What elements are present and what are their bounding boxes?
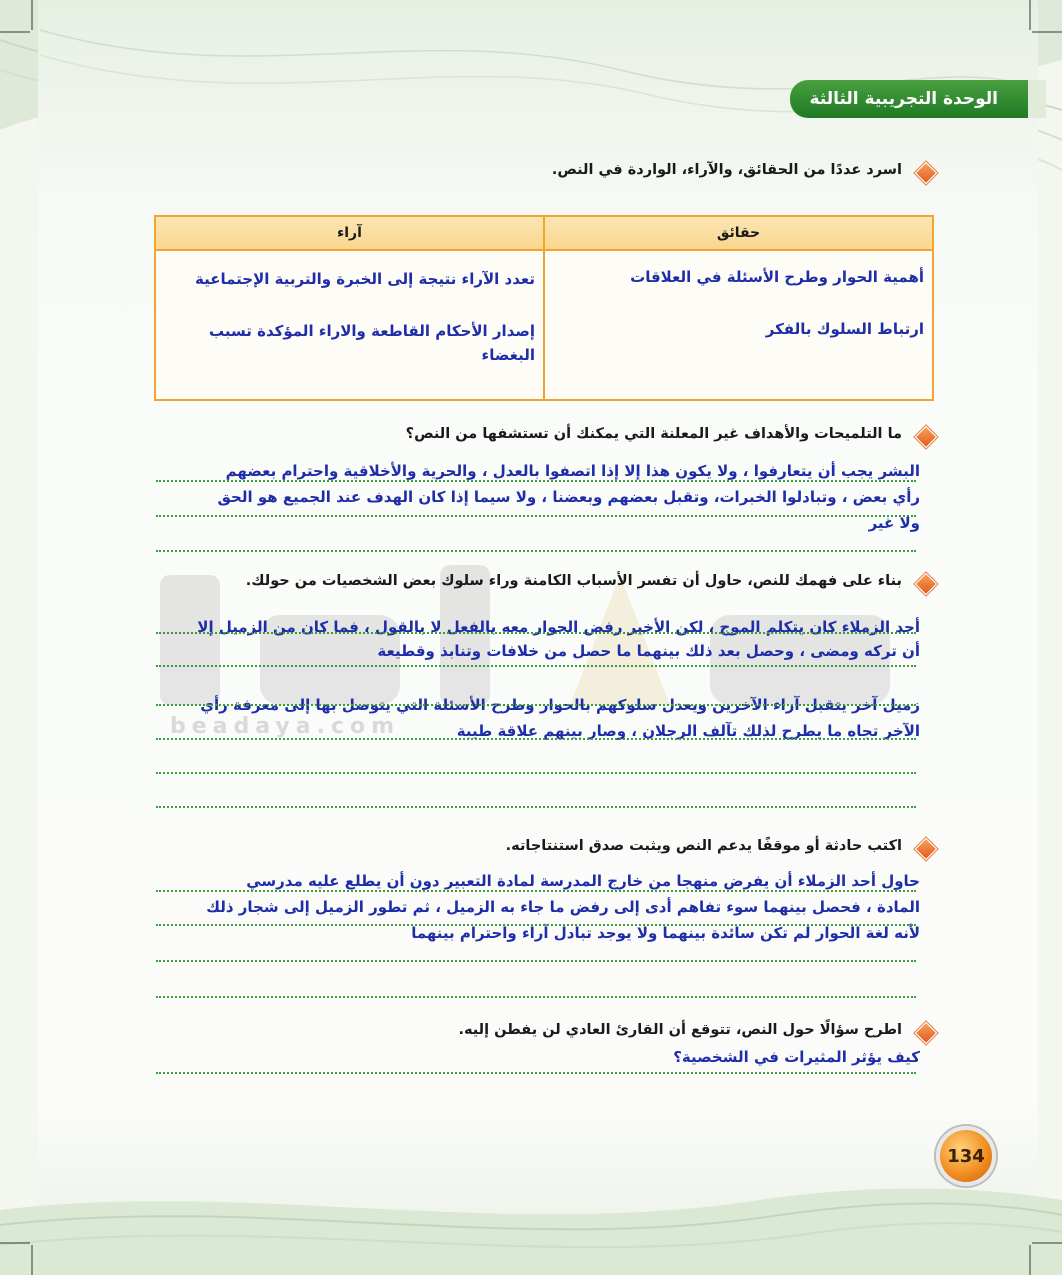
question-4-answer-line[interactable]: حاول أحد الزملاء أن يفرض منهجا من خارج المدرسة لمادة التعبير دون أن يطلع عليه مدرسي — [246, 872, 920, 890]
question-2-prompt: ما التلميحات والأهداف غير المعلنة التي يمكنك أن تستشفها من النص؟ — [405, 426, 902, 442]
answer-dotted-line — [156, 704, 916, 706]
answer-dotted-line — [156, 806, 916, 808]
answer-dotted-line — [156, 665, 916, 667]
unit-title: الوحدة التجريبية الثالثة — [809, 89, 998, 109]
watermark-url: beadaya.com — [170, 714, 401, 739]
facts-column-header: حقائق — [544, 216, 933, 250]
facts-cell[interactable] — [544, 250, 933, 400]
unit-header-tab — [790, 80, 1046, 118]
answer-dotted-line — [156, 480, 916, 482]
answer-dotted-line — [156, 996, 916, 998]
question-3-answer-line[interactable]: أحد الزملاء كان يتكلم الموج ، لكن الأخير رفض الحوار معه بالفعل لا بالقول ، فما كان من الزميل إلا — [197, 618, 920, 636]
answer-dotted-line — [156, 550, 916, 552]
opinions-column-header: آراء — [155, 216, 544, 250]
answer-dotted-line — [156, 772, 916, 774]
opinion-item: تعدد الآراء نتيجة إلى الخبرة والتربية الإجتماعية — [195, 270, 535, 288]
question-2-answer-line[interactable]: البشر يجب أن يتعارفوا ، ولا يكون هذا إلا إذا اتصفوا بالعدل ، والحرية والأخلاقية واحترام بعضهم — [225, 462, 920, 480]
answer-dotted-line — [156, 960, 916, 962]
answer-dotted-line — [156, 924, 916, 926]
page-number: 134 — [947, 1145, 985, 1167]
fact-item: ارتباط السلوك بالفكر — [765, 320, 924, 338]
answer-dotted-line — [156, 515, 916, 517]
facts-opinions-table — [154, 215, 934, 401]
question-3-answer-line[interactable]: الآخر تجاه ما يطرح لذلك تآلف الرجلان ، وصار بينهم علاقة طيبة — [456, 722, 920, 740]
question-5-answer[interactable]: كيف يؤثر المثيرات في الشخصية؟ — [673, 1048, 920, 1066]
fact-item: أهمية الحوار وطرح الأسئلة في العلاقات — [630, 268, 924, 286]
crop-mark-icon — [0, 0, 40, 40]
question-1-prompt: اسرد عددًا من الحقائق، والآراء، الواردة في النص. — [551, 162, 902, 178]
question-5-prompt: اطرح سؤالًا حول النص، تتوقع أن القارئ العادي لن يفطن إليه. — [458, 1022, 902, 1038]
opinion-item: البغضاء — [481, 346, 535, 364]
crop-mark-icon — [1022, 0, 1062, 40]
question-2-answer-line[interactable]: رأي بعض ، وتبادلوا الخبرات، وتقبل بعضهم وبعضنا ، ولا سيما إذا كان الهدف عند الجميع هو الحق — [217, 488, 920, 506]
answer-dotted-line — [156, 738, 916, 740]
question-3-answer-line[interactable]: أن تركه ومضى ، وحصل بعد ذلك بينهما ما حصل من خلافات وتنابذ وقطيعة — [377, 642, 920, 660]
answer-dotted-line — [156, 632, 916, 634]
question-3-prompt: بناء على فهمك للنص، حاول أن تفسر الأسباب الكامنة وراء سلوك بعض الشخصيات من حولك. — [245, 573, 902, 589]
crop-mark-icon — [0, 1235, 40, 1275]
opinions-cell[interactable] — [155, 250, 544, 400]
question-2-answer-line[interactable]: ولا غير — [868, 514, 920, 532]
bottom-wave-decoration — [0, 1170, 1062, 1275]
question-4-answer-line[interactable]: المادة ، فحصل بينهما سوء تفاهم أدى إلى رفض ما جاء به الزميل ، ثم تطور الزميل إلى شجار ذلك — [206, 898, 920, 916]
crop-mark-icon — [1022, 1235, 1062, 1275]
opinion-item: إصدار الأحكام القاطعة والاراء المؤكدة تسبب — [208, 322, 535, 340]
question-3-answer-line[interactable]: زميل آخر يتقبل آراء الآخرين ويعدل سلوكهم بالحوار وطرح الأسئلة التي يتوصل بها إلى معرفة رأي — [200, 696, 920, 714]
question-4-prompt: اكتب حادثة أو موقفًا يدعم النص ويثبت صدق استنتاجاته. — [505, 838, 902, 854]
question-4-answer-line[interactable]: لأنه لغة الحوار لم تكن سائدة بينهما ولا يوجد تبادل آراء واحترام بينهما — [411, 924, 920, 942]
answer-dotted-line — [156, 890, 916, 892]
page-number-badge — [936, 1126, 996, 1186]
answer-dotted-line — [156, 1072, 916, 1074]
